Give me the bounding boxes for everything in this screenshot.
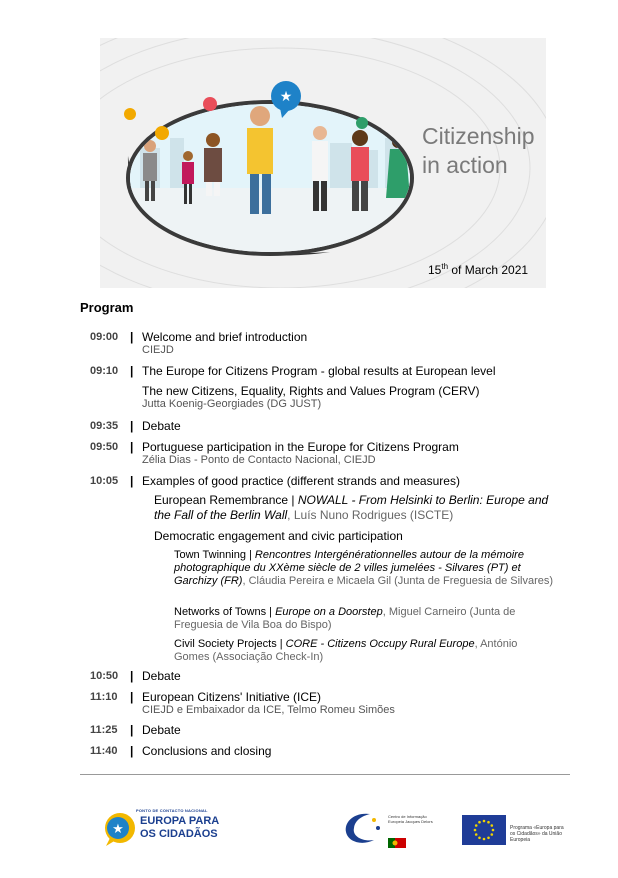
agenda-item: 09:10 | The Europe for Citizens Program - global results at European level The new Citizens, Equality, Rights and Values Program (CERV) Jutta Koenig-Georgiades (DG JUST) [90,364,496,410]
portugal-flag-icon [388,838,406,848]
agenda-item: 11:10 | European Citizens' Initiative (ICE) CIEJD e Embaixador da ICE, Telmo Romeu Simões [90,690,395,716]
svg-text:★: ★ [112,822,124,837]
speech-bubble-star-icon [100,810,140,850]
agenda-item: 09:50 | Portuguese participation in the Europe for Citizens Program Zélia Dias - Ponto de Contacto Nacional, CIEJD [90,440,459,466]
civil-society-item: Civil Society Projects | CORE - Citizens Occupy Rural Europe, António Gomes (Associação Check-In) [174,638,518,663]
agenda-item: 10:05 | Examples of good practice (different strands and measures) [90,474,460,488]
agenda-item: 11:25 | Debate [90,723,181,737]
agenda-item: 10:50 | Debate [90,669,181,683]
eu-programme-logo: Programa «Europa para os Cidadãos» da União Europeia [462,815,572,847]
networks-item: Networks of Towns | Europe on a Doorstep, Miguel Carneiro (Junta de Freguesia de Vila Boa do Bispo) [174,606,516,631]
banner-title: Citizenship in action [422,123,535,178]
hero-banner [100,38,546,288]
agenda-item: 09:35 | Debate [90,419,181,433]
eu-flag-icon [462,815,506,845]
agenda-item: 09:00 | Welcome and brief introduction CIEJD [90,330,308,356]
agenda-item: 11:40 | Conclusions and closing [90,744,272,758]
twinning-item: Town Twinning | Rencontres Intergénérationnelles autour de la mémoire photographique du XXème siècle de 2 villes jumelées - Silvares (PT) et Garchizy (FR), Cláudia Pereira e Micaela Gil (Junta de Freguesia de Silvares) [174,549,554,587]
crescent-stars-icon [340,810,384,846]
europa-para-os-cidadaos-logo: ★ PONTO DE CONTACTO NACIONAL EUROPA PARA OS CIDADÃOS [100,808,220,853]
event-date: 15th of March 2021 [428,262,529,277]
program-heading: Program [80,300,134,315]
footer-divider [80,774,570,775]
cie-jacques-delors-logo: Centro de Informação Europeia Jacques Delors [340,810,440,850]
svg-text:★: ★ [279,89,293,105]
democratic-heading: Democratic engagement and civic participation [154,529,403,543]
remembrance-item: European Remembrance | NOWALL - From Helsinki to Berlin: Europe and the Fall of the Berlin Wall, Luís Nuno Rodrigues (ISCTE) [154,493,549,522]
